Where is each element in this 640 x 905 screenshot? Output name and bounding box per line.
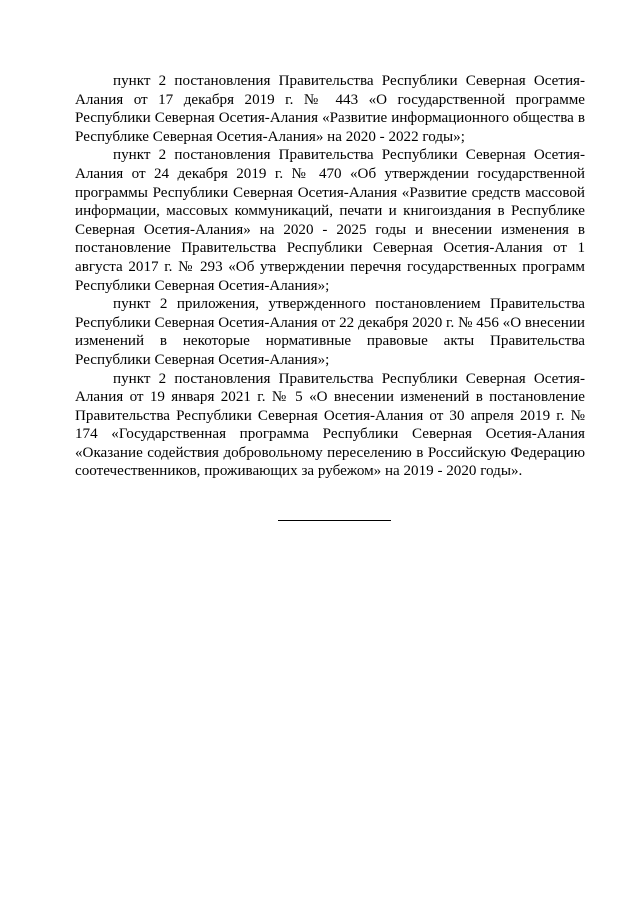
paragraph-resolution-5: пункт 2 постановления Правительства Республики Северная Осетия-Алания от 19 января 2021 г. № 5 «О внесении изменений в постановление Правительства Республики Северная Осетия-Алания от 30 апреля 2019 г. № 174 «Государственная программа Республики Северная Осетия-Алания «Оказание содействия добровольному переселению в Российскую Федерацию соотечественников, проживающих за рубежом» на 2019 - 2020 годы». [75,370,585,480]
paragraph-resolution-470: пункт 2 постановления Правительства Республики Северная Осетия-Алания от 24 декабря 2019 г. № 470 «Об утверждении государственной программы Республики Северная Осетия-Алания «Развитие средств массовой информации, массовых коммуникаций, печати и книгоиздания в Республике Северная Осетия-Алания» на 2020 - 2025 годы и внесении изменения в постановление Правительства Республики Северная Осетия-Алания от 1 августа 2017 г. № 293 «Об утверждении перечня государственных программ Республики Северная Осетия-Алания»; [75,147,585,294]
end-divider-line [278,520,391,521]
paragraph-resolution-443: пункт 2 постановления Правительства Республики Северная Осетия-Алания от 17 декабря 2019 г. № 443 «О государственной программе Республики Северная Осетия-Алания «Развитие информационного общества в Республике Северная Осетия-Алания» на 2020 - 2022 годы»; [75,73,585,145]
paragraph-resolution-456: пункт 2 приложения, утвержденного постановлением Правительства Республики Северная Осетия-Алания от 22 декабря 2020 г. № 456 «О внесении изменений в некоторые нормативные правовые акты Правительства Республики Северная Осетия-Алания»; [75,296,585,368]
document-body [75,72,585,481]
